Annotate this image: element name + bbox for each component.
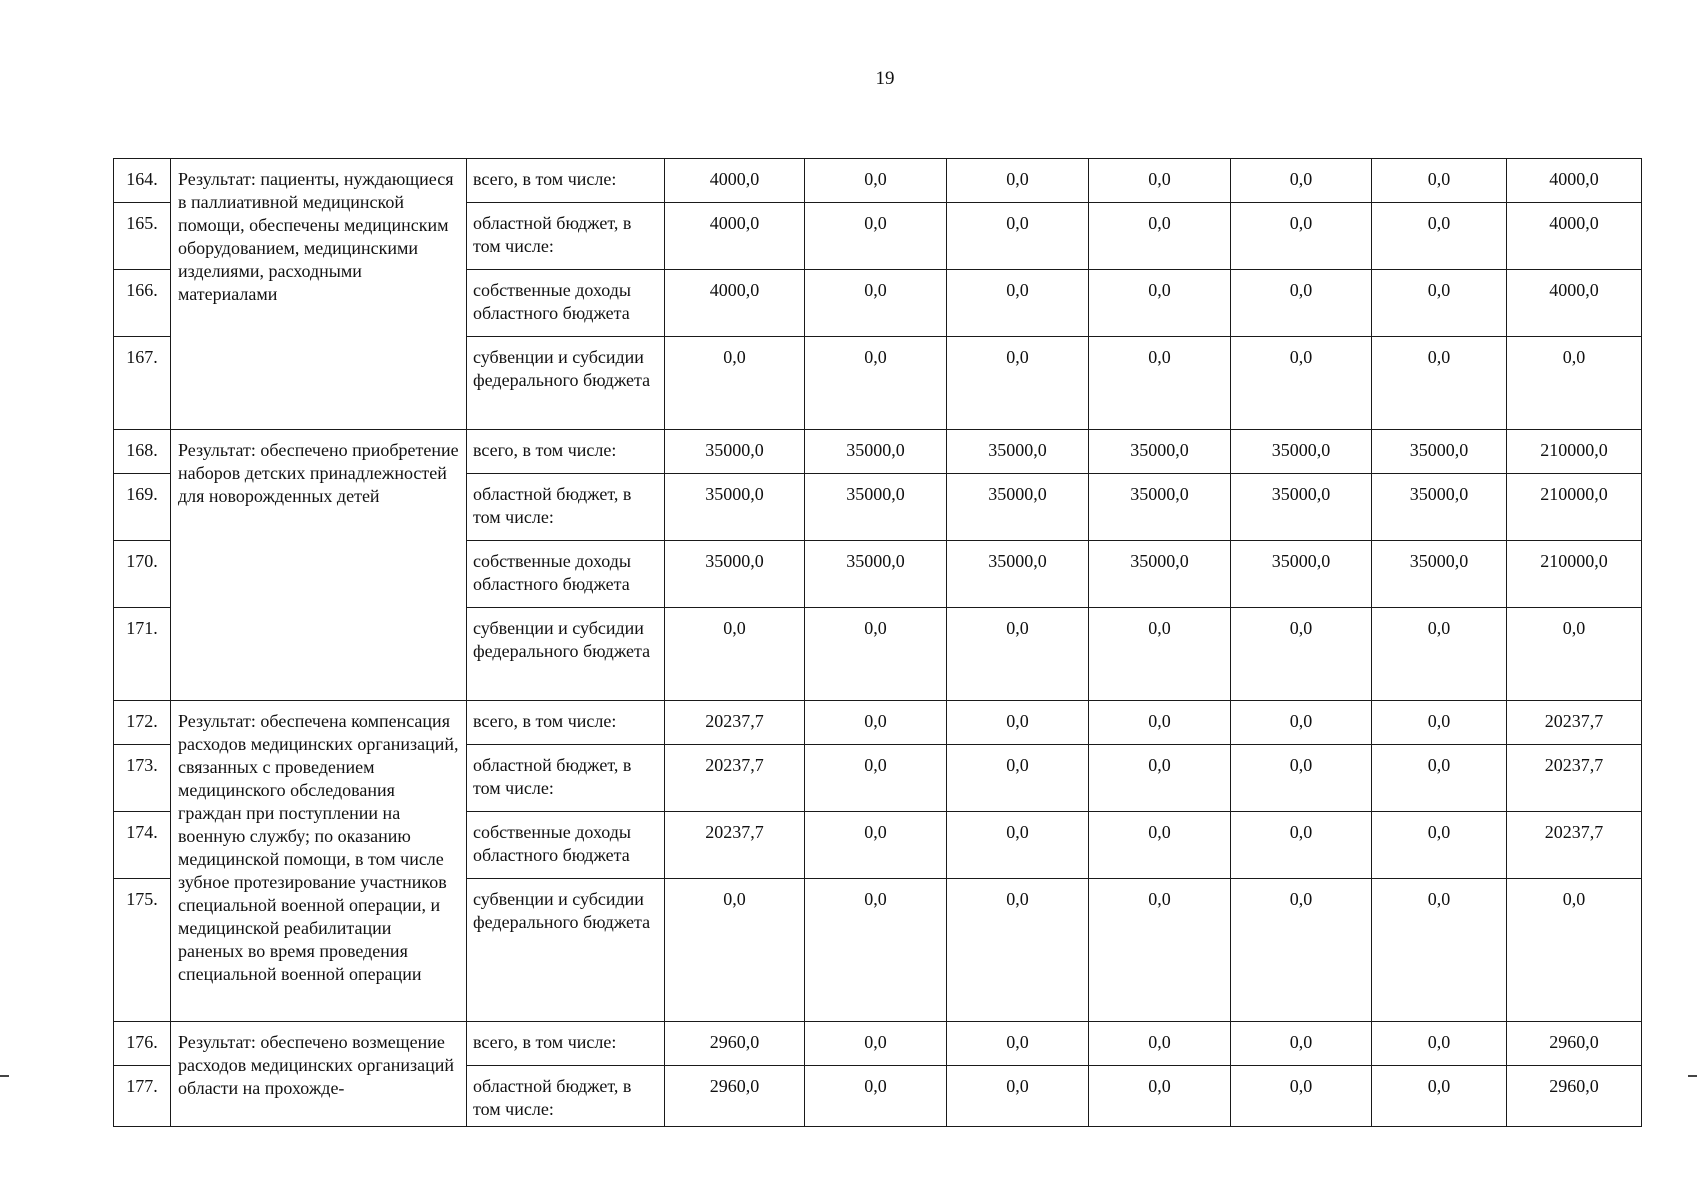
year-value: 2960,0: [665, 1066, 805, 1127]
year-value: 0,0: [947, 203, 1089, 270]
year-value: 35000,0: [805, 430, 947, 474]
year-value: 0,0: [1372, 270, 1507, 337]
year-value: 35000,0: [947, 474, 1089, 541]
year-value: 35000,0: [805, 474, 947, 541]
funding-source: собственные доходы областного бюджета: [467, 812, 665, 879]
year-value: 0,0: [1372, 1022, 1507, 1066]
year-value: 0,0: [1231, 701, 1372, 745]
total-value: 0,0: [1507, 337, 1642, 430]
scan-mark-left: [0, 1075, 9, 1077]
year-value: 0,0: [947, 159, 1089, 203]
row-number: 169.: [114, 474, 171, 541]
year-value: 0,0: [1372, 608, 1507, 701]
total-value: 210000,0: [1507, 474, 1642, 541]
year-value: 0,0: [1231, 159, 1372, 203]
year-value: 20237,7: [665, 812, 805, 879]
row-number: 164.: [114, 159, 171, 203]
row-number: 174.: [114, 812, 171, 879]
year-value: 35000,0: [1089, 541, 1231, 608]
year-value: 0,0: [947, 812, 1089, 879]
year-value: 0,0: [805, 745, 947, 812]
year-value: 0,0: [947, 745, 1089, 812]
year-value: 0,0: [1372, 812, 1507, 879]
result-description: Результат: пациенты, нуждающиеся в паллиативной медицинской помощи, обеспечены медицинским оборудованием, медицинскими изделиями, расходными материалами: [171, 159, 467, 430]
row-number: 176.: [114, 1022, 171, 1066]
row-number: 173.: [114, 745, 171, 812]
year-value: 0,0: [805, 1066, 947, 1127]
year-value: 0,0: [1231, 270, 1372, 337]
year-value: 0,0: [1089, 701, 1231, 745]
year-value: 20237,7: [665, 745, 805, 812]
year-value: 2960,0: [665, 1022, 805, 1066]
year-value: 0,0: [805, 337, 947, 430]
total-value: 2960,0: [1507, 1022, 1642, 1066]
result-description: Результат: обеспечена компенсация расходов медицинских организаций, связанных с проведением медицинского обследования граждан при поступлении на военную службу; по оказанию медицинской помощи, в том числе зубное протезирование участников специальной военной операции, и медицинской реабилитации раненых во время проведения специальной военной операции: [171, 701, 467, 1022]
year-value: 4000,0: [665, 159, 805, 203]
year-value: 0,0: [1231, 337, 1372, 430]
total-value: 2960,0: [1507, 1066, 1642, 1127]
year-value: 35000,0: [1372, 474, 1507, 541]
year-value: 0,0: [1089, 745, 1231, 812]
year-value: 0,0: [1231, 1066, 1372, 1127]
funding-source: собственные доходы областного бюджета: [467, 270, 665, 337]
year-value: 0,0: [1372, 701, 1507, 745]
year-value: 0,0: [665, 608, 805, 701]
year-value: 0,0: [1089, 337, 1231, 430]
year-value: 0,0: [1372, 203, 1507, 270]
year-value: 0,0: [805, 159, 947, 203]
total-value: 210000,0: [1507, 541, 1642, 608]
year-value: 35000,0: [1372, 430, 1507, 474]
funding-source: всего, в том числе:: [467, 701, 665, 745]
year-value: 35000,0: [805, 541, 947, 608]
year-value: 0,0: [805, 608, 947, 701]
year-value: 0,0: [947, 337, 1089, 430]
year-value: 35000,0: [1089, 430, 1231, 474]
year-value: 0,0: [1089, 812, 1231, 879]
year-value: 35000,0: [1231, 541, 1372, 608]
year-value: 0,0: [947, 879, 1089, 1022]
row-number: 175.: [114, 879, 171, 1022]
result-description: Результат: обеспечено приобретение наборов детских принадлежностей для новорожденных детей: [171, 430, 467, 701]
year-value: 0,0: [947, 608, 1089, 701]
year-value: 0,0: [665, 879, 805, 1022]
row-number: 166.: [114, 270, 171, 337]
year-value: 35000,0: [1231, 430, 1372, 474]
total-value: 4000,0: [1507, 159, 1642, 203]
year-value: 35000,0: [1372, 541, 1507, 608]
year-value: 0,0: [1231, 879, 1372, 1022]
total-value: 20237,7: [1507, 701, 1642, 745]
year-value: 0,0: [805, 270, 947, 337]
table-body: [114, 159, 1642, 1127]
year-value: 0,0: [947, 270, 1089, 337]
year-value: 35000,0: [1231, 474, 1372, 541]
funding-source: собственные доходы областного бюджета: [467, 541, 665, 608]
row-number: 172.: [114, 701, 171, 745]
budget-table: [113, 158, 1642, 1127]
total-value: 20237,7: [1507, 745, 1642, 812]
year-value: 0,0: [1231, 1022, 1372, 1066]
year-value: 0,0: [805, 203, 947, 270]
year-value: 0,0: [1372, 337, 1507, 430]
year-value: 0,0: [1089, 203, 1231, 270]
year-value: 0,0: [1089, 608, 1231, 701]
row-number: 165.: [114, 203, 171, 270]
table-row: [114, 430, 1642, 474]
year-value: 0,0: [1372, 1066, 1507, 1127]
year-value: 0,0: [1372, 159, 1507, 203]
scan-mark-right: [1688, 1075, 1697, 1077]
row-number: 168.: [114, 430, 171, 474]
year-value: 0,0: [1231, 608, 1372, 701]
year-value: 0,0: [1089, 1066, 1231, 1127]
year-value: 0,0: [1231, 745, 1372, 812]
year-value: 35000,0: [665, 430, 805, 474]
year-value: 0,0: [1089, 879, 1231, 1022]
year-value: 0,0: [665, 337, 805, 430]
total-value: 4000,0: [1507, 203, 1642, 270]
table-row: [114, 701, 1642, 745]
funding-source: областной бюджет, в том числе:: [467, 745, 665, 812]
year-value: 0,0: [805, 879, 947, 1022]
total-value: 4000,0: [1507, 270, 1642, 337]
funding-source: областной бюджет, в том числе:: [467, 1066, 665, 1127]
year-value: 0,0: [1089, 270, 1231, 337]
table-row: [114, 1022, 1642, 1066]
table-row: [114, 159, 1642, 203]
row-number: 171.: [114, 608, 171, 701]
year-value: 20237,7: [665, 701, 805, 745]
year-value: 0,0: [1089, 1022, 1231, 1066]
result-description: Результат: обеспечено возмещение расходов медицинских организаций области на прохожде-: [171, 1022, 467, 1127]
total-value: 210000,0: [1507, 430, 1642, 474]
year-value: 4000,0: [665, 270, 805, 337]
page-number: 19: [875, 68, 895, 89]
year-value: 0,0: [805, 1022, 947, 1066]
year-value: 0,0: [1089, 159, 1231, 203]
year-value: 35000,0: [1089, 474, 1231, 541]
funding-source: субвенции и субсидии федерального бюджета: [467, 879, 665, 1022]
year-value: 0,0: [947, 701, 1089, 745]
year-value: 35000,0: [665, 474, 805, 541]
funding-source: всего, в том числе:: [467, 1022, 665, 1066]
total-value: 20237,7: [1507, 812, 1642, 879]
row-number: 167.: [114, 337, 171, 430]
year-value: 35000,0: [947, 430, 1089, 474]
funding-source: всего, в том числе:: [467, 430, 665, 474]
year-value: 0,0: [1231, 203, 1372, 270]
funding-source: всего, в том числе:: [467, 159, 665, 203]
total-value: 0,0: [1507, 879, 1642, 1022]
year-value: 4000,0: [665, 203, 805, 270]
year-value: 0,0: [947, 1066, 1089, 1127]
year-value: 0,0: [805, 812, 947, 879]
year-value: 0,0: [947, 1022, 1089, 1066]
funding-source: субвенции и субсидии федерального бюджета: [467, 337, 665, 430]
year-value: 0,0: [1231, 812, 1372, 879]
row-number: 170.: [114, 541, 171, 608]
year-value: 0,0: [1372, 879, 1507, 1022]
funding-source: областной бюджет, в том числе:: [467, 474, 665, 541]
funding-source: субвенции и субсидии федерального бюджета: [467, 608, 665, 701]
year-value: 35000,0: [665, 541, 805, 608]
row-number: 177.: [114, 1066, 171, 1127]
year-value: 0,0: [1372, 745, 1507, 812]
year-value: 0,0: [805, 701, 947, 745]
total-value: 0,0: [1507, 608, 1642, 701]
funding-source: областной бюджет, в том числе:: [467, 203, 665, 270]
year-value: 35000,0: [947, 541, 1089, 608]
